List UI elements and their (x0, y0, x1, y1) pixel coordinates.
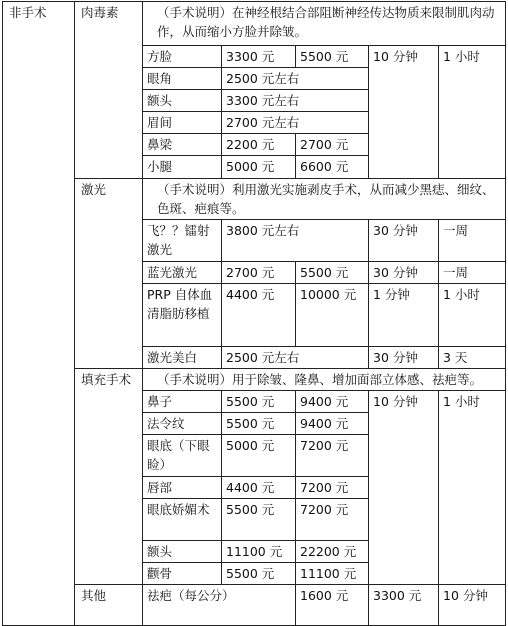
price-high: 7200 元 (296, 435, 369, 477)
price-low: 5000 元 (222, 435, 296, 477)
recovery: 一周 (439, 220, 506, 262)
price-approx: 2500 元左右 (222, 347, 369, 369)
price-approx: 2500 元左右 (222, 68, 369, 90)
price-low: 2200 元 (222, 134, 296, 156)
recovery: 1 小时 (439, 284, 506, 347)
subcategory-laser: 激光 (75, 179, 143, 369)
price-high: 2700 元 (296, 134, 369, 156)
price-approx: 2700 元左右 (222, 112, 369, 134)
subcategory-filler: 填充手术 (75, 369, 143, 585)
duration: 30 分钟 (369, 220, 439, 262)
item-name: 眼底（下眼睑） (143, 435, 222, 477)
item-name: 唇部 (143, 477, 222, 499)
price-approx: 3800 元左右 (222, 220, 369, 262)
laser-description: （手术说明）利用激光实施剥皮手术，从而减少黑痣、细纹、色斑、疤痕等。 (143, 179, 506, 220)
category-other: 其他 (75, 585, 143, 626)
price-low: 4400 元 (222, 477, 296, 499)
subcategory-botox: 肉毒素 (75, 2, 143, 179)
item-name: PRP 自体血清脂肪移植 (143, 284, 222, 347)
duration: 30 分钟 (369, 262, 439, 284)
category-nonsurgical: 非手术 (3, 2, 75, 626)
duration: 30 分钟 (369, 347, 439, 369)
item-name: 额头 (143, 90, 222, 112)
item-name: 激光美白 (143, 347, 222, 369)
price-high: 5500 元 (296, 262, 369, 284)
item-name: 鼻梁 (143, 134, 222, 156)
item-name: 颧骨 (143, 563, 222, 585)
item-name: 眼底娇媚术 (143, 499, 222, 541)
item-name: 祛疤（每公分） (143, 585, 296, 626)
price-low: 5500 元 (222, 499, 296, 541)
botox-duration: 10 分钟 (369, 46, 439, 179)
item-name: 眉间 (143, 112, 222, 134)
item-name: 方脸 (143, 46, 222, 68)
price-high: 7200 元 (296, 477, 369, 499)
filler-duration: 10 分钟 (369, 391, 439, 585)
price-high: 6600 元 (296, 156, 369, 179)
item-name: 飞？？镭射激光 (143, 220, 222, 262)
price-low: 11100 元 (222, 541, 296, 563)
price-low: 5500 元 (222, 413, 296, 435)
item-name: 小腿 (143, 156, 222, 179)
item-name: 额头 (143, 541, 222, 563)
botox-description: （手术说明）在神经根结合部阻断神经传达物质来限制肌肉动作，从而缩小方脸并除皱。 (143, 2, 506, 46)
price-high: 9400 元 (296, 413, 369, 435)
price-approx: 3300 元左右 (222, 90, 369, 112)
price-high: 22200 元 (296, 541, 369, 563)
price-low: 1600 元 (296, 585, 369, 626)
price-low: 4400 元 (222, 284, 296, 347)
item-name: 眼角 (143, 68, 222, 90)
price-low: 5500 元 (222, 391, 296, 413)
recovery: 一周 (439, 262, 506, 284)
price-high: 11100 元 (296, 563, 369, 585)
price-high: 5500 元 (296, 46, 369, 68)
item-name: 蓝光激光 (143, 262, 222, 284)
price-low: 5500 元 (222, 563, 296, 585)
price-low: 3300 元 (222, 46, 296, 68)
price-high: 10000 元 (296, 284, 369, 347)
price-low: 2700 元 (222, 262, 296, 284)
item-name: 法令纹 (143, 413, 222, 435)
botox-recovery: 1 小时 (439, 46, 506, 179)
duration: 10 分钟 (439, 585, 506, 626)
price-table (2, 1, 506, 626)
recovery: 3 天 (439, 347, 506, 369)
price-high: 7200 元 (296, 499, 369, 541)
item-name: 鼻子 (143, 391, 222, 413)
filler-recovery: 1 小时 (439, 391, 506, 585)
price-high: 9400 元 (296, 391, 369, 413)
filler-description: （手术说明）用于除皱、隆鼻、增加面部立体感、祛疤等。 (143, 369, 506, 391)
price-high: 3300 元 (369, 585, 439, 626)
duration: 1 分钟 (369, 284, 439, 347)
price-low: 5000 元 (222, 156, 296, 179)
